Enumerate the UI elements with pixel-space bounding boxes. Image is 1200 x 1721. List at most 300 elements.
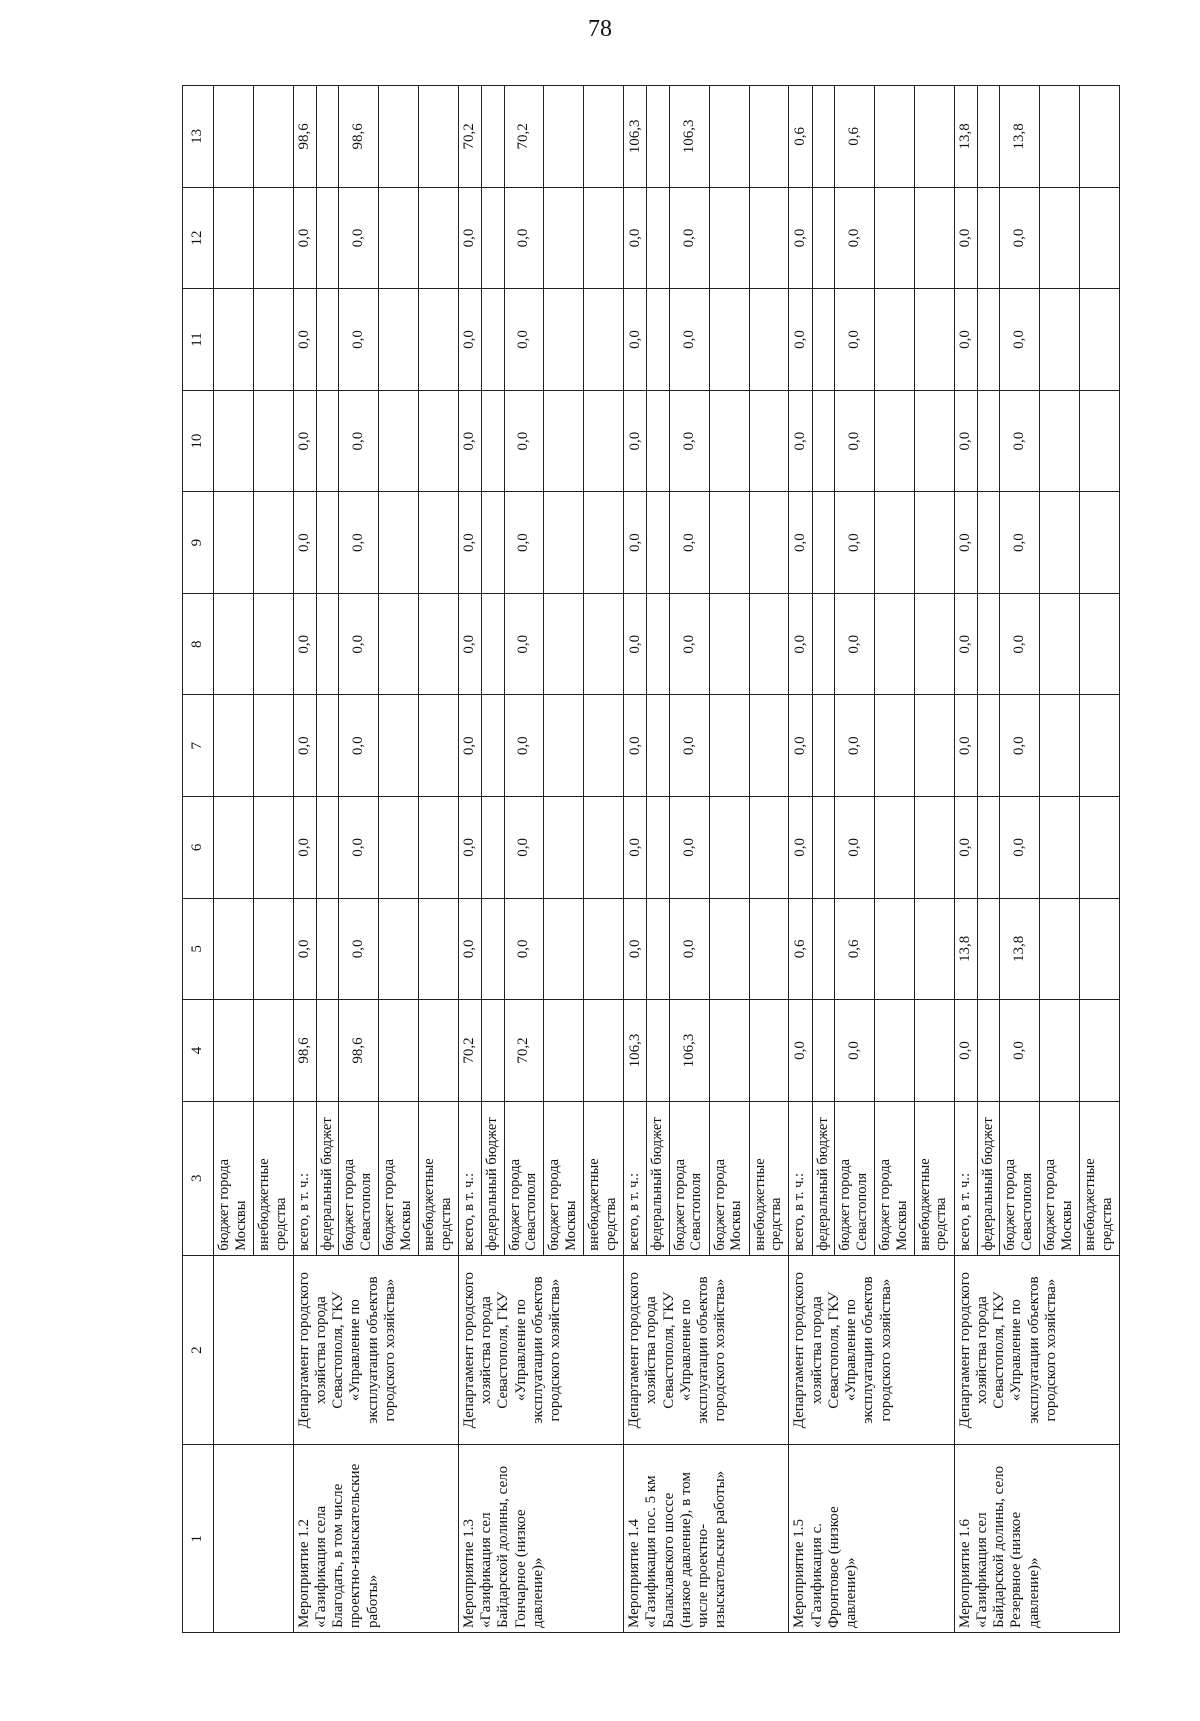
value-cell: 0,0	[954, 492, 977, 594]
value-cell: 0,0	[1000, 187, 1040, 289]
column-header-6: 6	[183, 797, 214, 899]
value-cell: 0,0	[835, 695, 875, 797]
value-cell	[253, 593, 293, 695]
value-cell	[812, 86, 835, 188]
value-cell	[647, 289, 670, 391]
value-cell	[647, 797, 670, 899]
measure-name-cell: Мероприятие 1.3 «Газификация сел Байдарской долины, село Гончарное (низкое давление)»	[458, 1445, 623, 1633]
value-cell	[379, 289, 419, 391]
value-cell: 0,0	[624, 593, 647, 695]
value-cell	[709, 390, 749, 492]
value-cell: 0,0	[789, 695, 812, 797]
value-cell	[584, 187, 624, 289]
value-cell	[1040, 898, 1080, 1000]
value-cell	[253, 797, 293, 899]
value-cell: 0,0	[458, 492, 481, 594]
value-cell	[584, 593, 624, 695]
value-cell: 0,0	[293, 289, 316, 391]
column-header-5: 5	[183, 898, 214, 1000]
value-cell: 0,0	[293, 492, 316, 594]
funding-source-cell: бюджет города Москвы	[1040, 1101, 1080, 1255]
value-cell	[419, 797, 459, 899]
value-cell: 0,0	[339, 695, 379, 797]
value-cell: 0,6	[835, 86, 875, 188]
value-cell	[1079, 86, 1119, 188]
value-cell	[584, 492, 624, 594]
value-cell	[647, 695, 670, 797]
value-cell	[709, 593, 749, 695]
value-cell	[977, 492, 1000, 594]
value-cell	[379, 593, 419, 695]
value-cell	[874, 898, 914, 1000]
column-header-12: 12	[183, 187, 214, 289]
value-cell	[253, 1000, 293, 1102]
value-cell	[482, 390, 505, 492]
value-cell	[977, 1000, 1000, 1102]
value-cell: 0,0	[835, 187, 875, 289]
value-cell	[544, 898, 584, 1000]
value-cell: 0,0	[504, 492, 544, 594]
funding-source-cell: всего, в т. ч.:	[458, 1101, 481, 1255]
value-cell: 0,0	[293, 187, 316, 289]
value-cell: 0,0	[1000, 1000, 1040, 1102]
value-cell	[253, 492, 293, 594]
value-cell	[316, 187, 339, 289]
value-cell	[1040, 187, 1080, 289]
value-cell: 0,0	[293, 390, 316, 492]
value-cell: 0,0	[458, 898, 481, 1000]
value-cell	[584, 898, 624, 1000]
value-cell	[544, 187, 584, 289]
value-cell	[214, 1000, 254, 1102]
value-cell: 0,0	[504, 898, 544, 1000]
value-cell: 0,0	[954, 289, 977, 391]
value-cell: 0,0	[624, 289, 647, 391]
value-cell	[316, 1000, 339, 1102]
value-cell: 0,0	[789, 797, 812, 899]
carryover-executor-cell	[214, 1255, 294, 1445]
value-cell	[647, 593, 670, 695]
value-cell: 0,0	[789, 390, 812, 492]
funding-source-cell: бюджет города Москвы	[214, 1101, 254, 1255]
value-cell: 70,2	[504, 1000, 544, 1102]
value-cell	[379, 390, 419, 492]
value-cell	[214, 492, 254, 594]
value-cell: 0,0	[293, 695, 316, 797]
value-cell	[749, 86, 789, 188]
value-cell	[1040, 289, 1080, 391]
value-cell	[253, 187, 293, 289]
value-cell	[316, 593, 339, 695]
value-cell	[977, 898, 1000, 1000]
value-cell	[914, 797, 954, 899]
value-cell: 106,3	[624, 1000, 647, 1102]
value-cell	[749, 593, 789, 695]
value-cell: 0,0	[504, 289, 544, 391]
value-cell	[379, 1000, 419, 1102]
value-cell: 0,0	[1000, 289, 1040, 391]
value-cell	[419, 86, 459, 188]
value-cell: 0,0	[835, 797, 875, 899]
value-cell: 0,0	[1000, 593, 1040, 695]
value-cell: 70,2	[504, 86, 544, 188]
value-cell: 0,0	[458, 390, 481, 492]
value-cell	[482, 86, 505, 188]
value-cell: 98,6	[293, 86, 316, 188]
funding-source-cell: внебюджетные средства	[253, 1101, 293, 1255]
value-cell	[874, 390, 914, 492]
value-cell: 0,0	[624, 492, 647, 594]
value-cell: 0,0	[458, 593, 481, 695]
funding-source-cell: бюджет города Севастополя	[504, 1101, 544, 1255]
funding-source-cell: внебюджетные средства	[584, 1101, 624, 1255]
value-cell: 0,0	[339, 797, 379, 899]
value-cell	[709, 898, 749, 1000]
funding-source-cell: внебюджетные средства	[419, 1101, 459, 1255]
value-cell	[977, 390, 1000, 492]
value-cell: 0,0	[1000, 695, 1040, 797]
value-cell	[379, 797, 419, 899]
value-cell	[419, 593, 459, 695]
value-cell	[1079, 593, 1119, 695]
value-cell: 106,3	[669, 86, 709, 188]
value-cell	[709, 289, 749, 391]
value-cell	[253, 695, 293, 797]
value-cell	[977, 797, 1000, 899]
value-cell	[1079, 289, 1119, 391]
value-cell	[914, 593, 954, 695]
value-cell	[749, 797, 789, 899]
value-cell	[214, 797, 254, 899]
value-cell: 0,0	[789, 593, 812, 695]
carryover-measure-cell	[214, 1445, 294, 1633]
value-cell	[709, 1000, 749, 1102]
value-cell: 0,0	[669, 695, 709, 797]
value-cell	[874, 187, 914, 289]
value-cell: 98,6	[293, 1000, 316, 1102]
value-cell	[749, 898, 789, 1000]
value-cell: 0,0	[504, 187, 544, 289]
value-cell: 0,0	[458, 797, 481, 899]
value-cell: 0,6	[789, 86, 812, 188]
value-cell	[647, 898, 670, 1000]
value-cell	[214, 187, 254, 289]
value-cell	[379, 898, 419, 1000]
value-cell: 0,0	[954, 797, 977, 899]
column-header-4: 4	[183, 1000, 214, 1102]
value-cell	[584, 1000, 624, 1102]
value-cell	[749, 187, 789, 289]
value-cell: 0,0	[789, 289, 812, 391]
value-cell: 0,0	[669, 797, 709, 899]
column-header-8: 8	[183, 593, 214, 695]
funding-source-cell: федеральный бюджет	[812, 1101, 835, 1255]
value-cell: 13,8	[954, 898, 977, 1000]
funding-source-cell: всего, в т. ч.:	[624, 1101, 647, 1255]
value-cell	[214, 695, 254, 797]
value-cell	[379, 695, 419, 797]
measure-name-cell: Мероприятие 1.4 «Газификация пос. 5 км Балаклавского шоссе (низкое давление), в том числе проектно-изыскательские работы»	[624, 1445, 789, 1633]
value-cell: 0,0	[835, 390, 875, 492]
value-cell	[1079, 390, 1119, 492]
value-cell: 0,0	[293, 797, 316, 899]
value-cell	[316, 390, 339, 492]
value-cell	[482, 492, 505, 594]
value-cell	[977, 187, 1000, 289]
value-cell	[419, 390, 459, 492]
value-cell	[419, 492, 459, 594]
value-cell	[1079, 492, 1119, 594]
value-cell: 0,0	[835, 289, 875, 391]
value-cell	[316, 492, 339, 594]
funding-source-cell: бюджет города Севастополя	[835, 1101, 875, 1255]
value-cell	[1040, 492, 1080, 594]
funding-source-cell: федеральный бюджет	[647, 1101, 670, 1255]
value-cell: 0,0	[789, 492, 812, 594]
value-cell	[544, 86, 584, 188]
value-cell	[253, 898, 293, 1000]
value-cell	[1079, 797, 1119, 899]
value-cell: 0,0	[624, 390, 647, 492]
measure-name-cell: Мероприятие 1.5 «Газификация с. Фронтовое (низкое давление)»	[789, 1445, 954, 1633]
financing-table	[182, 85, 1120, 1633]
value-cell: 0,0	[954, 1000, 977, 1102]
value-cell: 0,0	[835, 1000, 875, 1102]
value-cell: 0,0	[1000, 492, 1040, 594]
executor-cell: Департамент городского хозяйства города Севастополя, ГКУ «Управление по эксплуатации объектов городского хозяйства»	[293, 1255, 458, 1445]
rotated-table-container	[182, 85, 1120, 1633]
value-cell: 0,6	[835, 898, 875, 1000]
value-cell	[419, 898, 459, 1000]
value-cell	[749, 1000, 789, 1102]
value-cell: 0,0	[458, 187, 481, 289]
executor-cell: Департамент городского хозяйства города Севастополя, ГКУ «Управление по эксплуатации объектов городского хозяйства»	[458, 1255, 623, 1445]
value-cell	[874, 593, 914, 695]
value-cell	[482, 1000, 505, 1102]
value-cell	[316, 695, 339, 797]
value-cell: 0,0	[624, 187, 647, 289]
funding-source-cell: всего, в т. ч.:	[789, 1101, 812, 1255]
value-cell	[647, 86, 670, 188]
value-cell: 13,8	[1000, 86, 1040, 188]
measure-row	[293, 86, 316, 1633]
value-cell: 0,0	[1000, 390, 1040, 492]
value-cell	[1079, 1000, 1119, 1102]
value-cell	[874, 86, 914, 188]
funding-source-cell: бюджет города Москвы	[874, 1101, 914, 1255]
value-cell	[544, 797, 584, 899]
value-cell: 0,0	[458, 695, 481, 797]
value-cell	[1040, 86, 1080, 188]
value-cell	[419, 187, 459, 289]
value-cell: 0,0	[669, 898, 709, 1000]
value-cell	[253, 289, 293, 391]
value-cell: 98,6	[339, 86, 379, 188]
value-cell	[812, 593, 835, 695]
value-cell	[584, 390, 624, 492]
value-cell	[812, 1000, 835, 1102]
value-cell	[316, 86, 339, 188]
value-cell	[419, 695, 459, 797]
funding-source-cell: бюджет города Севастополя	[339, 1101, 379, 1255]
value-cell	[914, 187, 954, 289]
value-cell: 106,3	[624, 86, 647, 188]
value-cell	[709, 187, 749, 289]
value-cell	[584, 797, 624, 899]
value-cell	[379, 187, 419, 289]
value-cell	[544, 492, 584, 594]
value-cell	[253, 390, 293, 492]
value-cell	[914, 898, 954, 1000]
measure-row	[789, 86, 812, 1633]
value-cell	[482, 695, 505, 797]
value-cell	[647, 390, 670, 492]
value-cell	[749, 289, 789, 391]
value-cell	[977, 593, 1000, 695]
value-cell	[914, 1000, 954, 1102]
value-cell: 0,0	[293, 898, 316, 1000]
value-cell: 0,0	[624, 695, 647, 797]
value-cell	[379, 492, 419, 594]
value-cell	[419, 1000, 459, 1102]
page-number: 78	[588, 16, 612, 42]
funding-source-cell: внебюджетные средства	[749, 1101, 789, 1255]
value-cell	[812, 492, 835, 594]
value-cell	[914, 695, 954, 797]
value-cell	[544, 390, 584, 492]
value-cell	[316, 289, 339, 391]
value-cell	[214, 289, 254, 391]
value-cell: 13,8	[1000, 898, 1040, 1000]
value-cell	[544, 1000, 584, 1102]
value-cell: 0,0	[954, 593, 977, 695]
value-cell: 0,0	[624, 797, 647, 899]
column-header-11: 11	[183, 289, 214, 391]
column-header-3: 3	[183, 1101, 214, 1255]
value-cell: 0,0	[504, 390, 544, 492]
value-cell: 0,0	[339, 593, 379, 695]
value-cell: 0,0	[293, 593, 316, 695]
column-header-9: 9	[183, 492, 214, 594]
value-cell: 0,0	[339, 289, 379, 391]
funding-source-cell: федеральный бюджет	[977, 1101, 1000, 1255]
value-cell	[1079, 187, 1119, 289]
value-cell	[914, 492, 954, 594]
value-cell: 0,0	[504, 797, 544, 899]
value-cell	[874, 1000, 914, 1102]
value-cell: 0,0	[624, 898, 647, 1000]
executor-cell: Департамент городского хозяйства города Севастополя, ГКУ «Управление по эксплуатации объектов городского хозяйства»	[624, 1255, 789, 1445]
value-cell	[253, 86, 293, 188]
value-cell	[914, 390, 954, 492]
value-cell: 0,0	[339, 187, 379, 289]
funding-source-cell: бюджет города Севастополя	[1000, 1101, 1040, 1255]
value-cell	[647, 187, 670, 289]
value-cell	[874, 797, 914, 899]
value-cell: 70,2	[458, 86, 481, 188]
value-cell	[914, 289, 954, 391]
executor-cell: Департамент городского хозяйства города Севастополя, ГКУ «Управление по эксплуатации объектов городского хозяйства»	[954, 1255, 1119, 1445]
value-cell: 0,0	[669, 187, 709, 289]
value-cell: 0,0	[504, 593, 544, 695]
value-cell	[749, 695, 789, 797]
value-cell: 0,0	[1000, 797, 1040, 899]
value-cell: 98,6	[339, 1000, 379, 1102]
value-cell	[1040, 593, 1080, 695]
executor-cell: Департамент городского хозяйства города Севастополя, ГКУ «Управление по эксплуатации объектов городского хозяйства»	[789, 1255, 954, 1445]
value-cell	[812, 695, 835, 797]
value-cell	[544, 289, 584, 391]
value-cell	[379, 86, 419, 188]
value-cell: 13,8	[954, 86, 977, 188]
value-cell	[584, 289, 624, 391]
value-cell	[214, 390, 254, 492]
value-cell: 0,0	[339, 898, 379, 1000]
value-cell	[316, 797, 339, 899]
value-cell: 0,0	[789, 1000, 812, 1102]
funding-source-cell: бюджет города Севастополя	[669, 1101, 709, 1255]
value-cell	[977, 695, 1000, 797]
value-cell	[482, 289, 505, 391]
funding-source-cell: бюджет города Москвы	[544, 1101, 584, 1255]
value-cell	[1040, 390, 1080, 492]
value-cell	[419, 289, 459, 391]
value-cell	[874, 492, 914, 594]
funding-source-cell: внебюджетные средства	[914, 1101, 954, 1255]
value-cell: 0,0	[669, 390, 709, 492]
value-cell: 0,0	[789, 187, 812, 289]
value-cell	[584, 695, 624, 797]
value-cell: 106,3	[669, 1000, 709, 1102]
value-cell: 0,6	[789, 898, 812, 1000]
value-cell: 0,0	[669, 492, 709, 594]
value-cell	[874, 289, 914, 391]
measure-row	[954, 86, 977, 1633]
funding-source-cell: бюджет города Москвы	[709, 1101, 749, 1255]
value-cell	[812, 390, 835, 492]
value-cell	[812, 797, 835, 899]
value-cell	[709, 797, 749, 899]
funding-source-cell: федеральный бюджет	[482, 1101, 505, 1255]
column-header-7: 7	[183, 695, 214, 797]
value-cell: 0,0	[835, 593, 875, 695]
value-cell	[584, 86, 624, 188]
column-header-1: 1	[183, 1445, 214, 1633]
value-cell	[214, 86, 254, 188]
value-cell: 0,0	[954, 390, 977, 492]
column-header-10: 10	[183, 390, 214, 492]
value-cell: 0,0	[504, 695, 544, 797]
funding-source-cell: бюджет города Москвы	[379, 1101, 419, 1255]
value-cell	[977, 86, 1000, 188]
value-cell	[1079, 898, 1119, 1000]
value-cell	[647, 1000, 670, 1102]
value-cell	[1040, 1000, 1080, 1102]
value-cell	[214, 593, 254, 695]
value-cell	[1040, 695, 1080, 797]
measure-row	[624, 86, 647, 1633]
value-cell	[316, 898, 339, 1000]
measure-name-cell: Мероприятие 1.6 «Газификация сел Байдарской долины, село Резервное (низкое давление)»	[954, 1445, 1119, 1633]
value-cell	[709, 492, 749, 594]
funding-source-cell: федеральный бюджет	[316, 1101, 339, 1255]
value-cell	[214, 898, 254, 1000]
column-header-13: 13	[183, 86, 214, 188]
value-cell	[1079, 695, 1119, 797]
value-cell	[1040, 797, 1080, 899]
value-cell	[812, 289, 835, 391]
column-number-row	[183, 86, 214, 1633]
